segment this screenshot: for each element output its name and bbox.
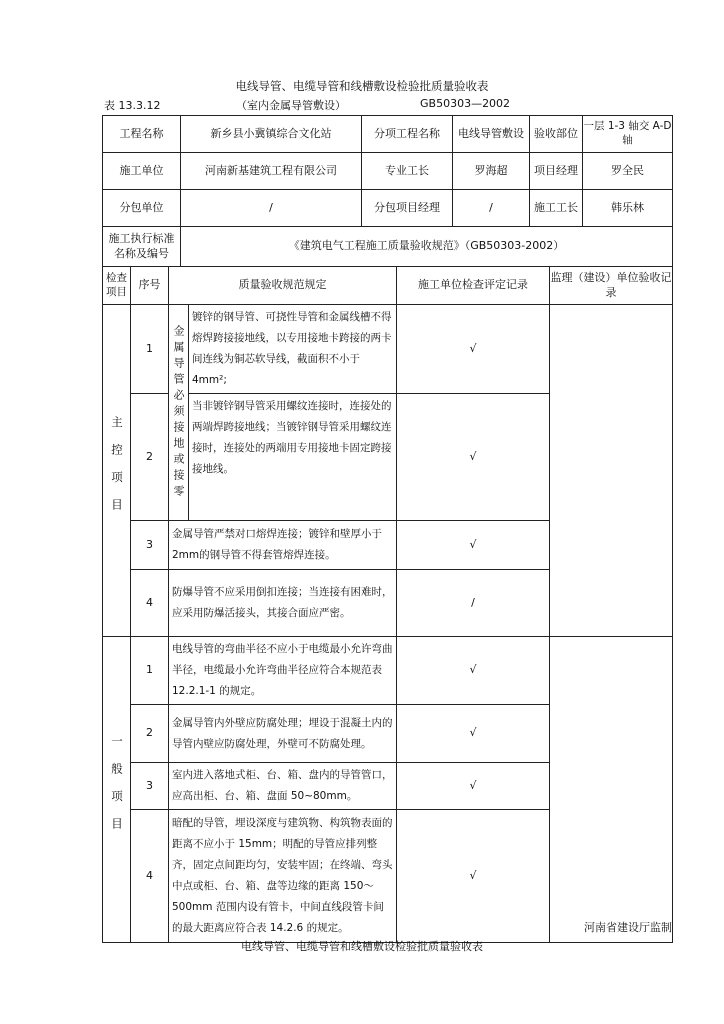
header-unit-record: 施工单位检查评定记录 bbox=[397, 267, 550, 305]
header-spec: 质量验收规范规定 bbox=[169, 267, 397, 305]
header-check-item: 检查项目 bbox=[103, 267, 131, 305]
sub-project-label: 分项工程名称 bbox=[362, 116, 453, 153]
foreman-label: 专业工长 bbox=[362, 153, 453, 190]
supervisor-cell bbox=[550, 305, 673, 637]
sub-pm-label: 分包项目经理 bbox=[362, 190, 453, 227]
check-result: √ bbox=[397, 810, 550, 943]
construction-unit: 河南新基建筑工程有限公司 bbox=[181, 153, 362, 190]
spec-text: 金属导管严禁对口熔焊连接；镀锌和壁厚小于 2mm的钢导管不得套管熔焊连接。 bbox=[169, 521, 397, 570]
standard-value: 《建筑电气工程施工质量验收规范》（GB50303-2002） bbox=[181, 227, 673, 267]
seq-cell: 2 bbox=[131, 705, 169, 763]
accept-part: 一层 1-3 轴交 A-D 轴 bbox=[583, 116, 673, 153]
site-foreman: 韩乐林 bbox=[583, 190, 673, 227]
subcontract-unit-label: 分包单位 bbox=[103, 190, 181, 227]
site-foreman-label: 施工工长 bbox=[530, 190, 583, 227]
grounding-group-label: 金属导管必须接地或接零 bbox=[172, 324, 185, 501]
standard-label: 施工执行标准名称及编号 bbox=[103, 227, 181, 267]
supervisor-footer: 河南省建设厅监制 bbox=[584, 921, 672, 934]
pm-label: 项目经理 bbox=[530, 153, 583, 190]
seq-cell: 1 bbox=[131, 637, 169, 705]
subcontract-unit: / bbox=[181, 190, 362, 227]
document-title: 电线导管、电缆导管和线槽敷设检验批质量验收表 bbox=[235, 79, 489, 93]
spec-text: 镀锌的钢导管、可挠性导管和金属线槽不得熔焊跨接接地线，以专用接地卡跨接的两卡间连线为铜芯软导线，截面积不小于 4mm²; bbox=[189, 305, 397, 394]
sub-project: 电线导管敷设 bbox=[453, 116, 530, 153]
project-name: 新乡县小冀镇综合文化站 bbox=[181, 116, 362, 153]
construction-unit-label: 施工单位 bbox=[103, 153, 181, 190]
spec-text: 防爆导管不应采用倒扣连接；当连接有困难时，应采用防爆活接头，其接合面应严密。 bbox=[169, 570, 397, 637]
seq-cell: 2 bbox=[131, 394, 169, 521]
subtitle: （室内金属导管敷设） bbox=[236, 99, 346, 112]
check-result: √ bbox=[397, 394, 550, 521]
sub-pm: / bbox=[453, 190, 530, 227]
table-row bbox=[103, 637, 673, 705]
spec-text: 金属导管内外壁应防腐处理；埋设于混凝土内的导管内壁应防腐处理，外壁可不防腐处理。 bbox=[169, 705, 397, 763]
check-result: √ bbox=[397, 763, 550, 810]
standard-code: GB50303—2002 bbox=[420, 97, 511, 110]
check-result: / bbox=[397, 570, 550, 637]
bottom-title: 电线导管、电缆导管和线槽敷设检验批质量验收表 bbox=[241, 940, 483, 953]
seq-cell: 1 bbox=[131, 305, 169, 394]
spec-text: 电线导管的弯曲半径不应小于电缆最小允许弯曲半径，电缆最小允许弯曲半径应符合本规范表 12.2.1-1 的规定。 bbox=[169, 637, 397, 705]
spec-text: 暗配的导管，埋设深度与建筑物、构筑物表面的距离不应小于 15mm；明配的导管应排列整齐，固定点间距均匀，安装牢固；在终端、弯头中点或柜、台、箱、盘等边缘的距离 150～500mm 范围内设有管卡，中间直线段管卡间的最大距离应符合表 14.2.6 的规定。 bbox=[169, 810, 397, 943]
header-seq: 序号 bbox=[131, 267, 169, 305]
check-result: √ bbox=[397, 637, 550, 705]
inspection-table bbox=[102, 266, 673, 943]
check-result: √ bbox=[397, 521, 550, 570]
check-result: √ bbox=[397, 705, 550, 763]
supervisor-cell bbox=[550, 637, 673, 943]
main-control-label: 主控项目 bbox=[109, 415, 124, 526]
spec-text: 室内进入落地式柜、台、箱、盘内的导管管口，应高出柜、台、箱、盘面 50~80mm。 bbox=[169, 763, 397, 810]
foreman: 罗海超 bbox=[453, 153, 530, 190]
table-number: 表 13.3.12 bbox=[104, 99, 161, 112]
general-items-label: 一般项目 bbox=[109, 734, 124, 845]
accept-part-label: 验收部位 bbox=[530, 116, 583, 153]
pm: 罗全民 bbox=[583, 153, 673, 190]
seq-cell: 4 bbox=[131, 570, 169, 637]
seq-cell: 4 bbox=[131, 810, 169, 943]
check-result: √ bbox=[397, 305, 550, 394]
seq-cell: 3 bbox=[131, 521, 169, 570]
spec-text: 当非镀锌钢导管采用螺纹连接时，连接处的两端焊跨接地线；当镀锌钢导管采用螺纹连接时，连接处的两端用专用接地卡固定跨接接地线。 bbox=[189, 394, 397, 521]
header-supervisor-record: 监理（建设）单位验收记录 bbox=[550, 267, 673, 305]
info-table bbox=[102, 115, 673, 267]
seq-cell: 3 bbox=[131, 763, 169, 810]
table-row bbox=[103, 305, 673, 394]
project-name-label: 工程名称 bbox=[103, 116, 181, 153]
